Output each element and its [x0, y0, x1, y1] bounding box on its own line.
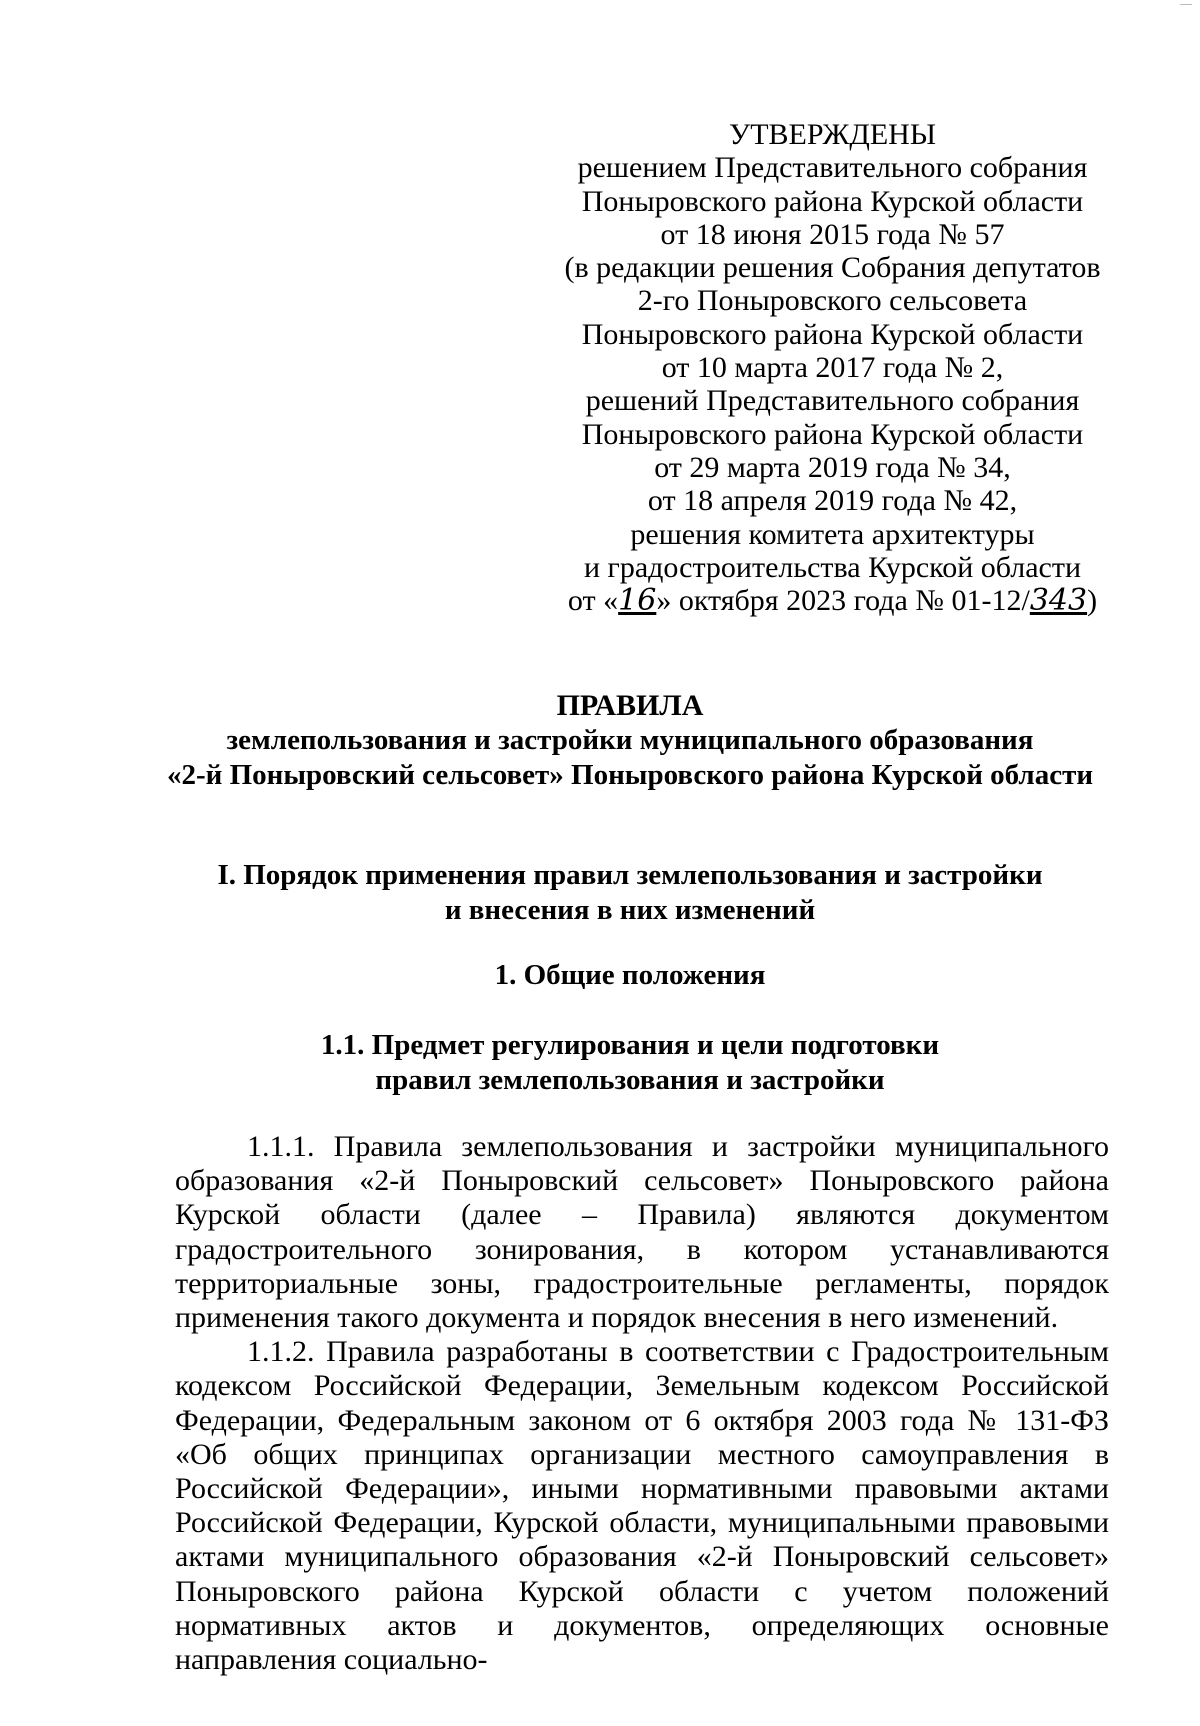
approval-line: от 10 марта 2017 года № 2, [661, 351, 1004, 385]
last-line-middle: » октября 2023 года № 01-12/ [656, 584, 1030, 618]
approval-last-line [560, 584, 1105, 617]
section-1-line-1: I. Порядок применения правил землепользования и застройки [217, 859, 1043, 891]
approval-line: 2-го Поныровского сельсовета [637, 284, 1028, 318]
approval-line: от 18 июня 2015 года № 57 [660, 217, 1005, 251]
approval-line: Поныровского района Курской области [581, 184, 1084, 218]
section-heading-3 [140, 1028, 1120, 1098]
paragraph: 1.1.1. Правила землепользования и застройки муниципального образования «2-й Поныровский сельсовет» Поныровского района Курской области (далее – Правила) являются документом градостроительного зонирования, в котором устанавливаются территориальные зоны, градостроительные регламенты, порядок применения такого документа и порядок внесения в него изменений. [175, 1130, 1109, 1335]
last-line-suffix: ) [1087, 584, 1098, 618]
paragraph: 1.1.2. Правила разработаны в соответствии с Градостроительным кодексом Российской Федерации, Земельным кодексом Российской Федерации, Федеральным законом от 6 октября 2003 года № 131-ФЗ «Об общих принципах организации местного самоуправления в Российской Федерации», иными нормативными правовыми актами Российской Федерации, Курской области, муниципальными правовыми актами муниципального образования «2-й Поныровский сельсовет» Поныровского района Курской области с учетом положений нормативных актов и документов, определяющих основные направления социально- [175, 1335, 1109, 1677]
approval-line: решением Представительного собрания [577, 151, 1088, 185]
document-title [140, 688, 1120, 793]
approval-line: и градостроительства Курской области [583, 550, 1082, 584]
approval-line: от 29 марта 2019 года № 34, [654, 450, 1011, 484]
body-text [175, 1130, 1109, 1677]
section-3-line-1: 1.1. Предмет регулирования и цели подготовки [320, 1029, 940, 1061]
approval-line: от 18 апреля 2019 года № 42, [647, 484, 1018, 518]
approval-line: (в редакции решения Собрания депутатов [564, 251, 1101, 285]
section-2-heading: 1. Общие положения [494, 959, 766, 991]
handwritten-day: 16 [618, 583, 657, 619]
approval-line: решения комитета архитектуры [630, 517, 1035, 551]
title-line-1: землепользования и застройки муниципального образования [226, 724, 1034, 756]
section-heading-2 [140, 958, 1120, 993]
approval-line: Поныровского района Курской области [581, 417, 1084, 451]
approval-line: УТВЕРЖДЕНЫ [728, 118, 937, 151]
approval-block [560, 118, 1105, 617]
approval-line: Поныровского района Курской области [581, 317, 1084, 351]
page-corner-mark [1180, 0, 1192, 5]
handwritten-number: 343 [1029, 583, 1088, 619]
approval-line: решений Представительного собрания [585, 384, 1080, 418]
title-line-2: «2-й Поныровский сельсовет» Поныровского района Курской области [166, 759, 1094, 791]
section-3-line-2: правил землепользования и застройки [375, 1064, 885, 1096]
title-main: ПРАВИЛА [556, 689, 704, 722]
section-1-line-2: и внесения в них изменений [444, 894, 816, 926]
last-line-prefix: от « [567, 584, 619, 618]
section-heading-1 [140, 858, 1120, 928]
